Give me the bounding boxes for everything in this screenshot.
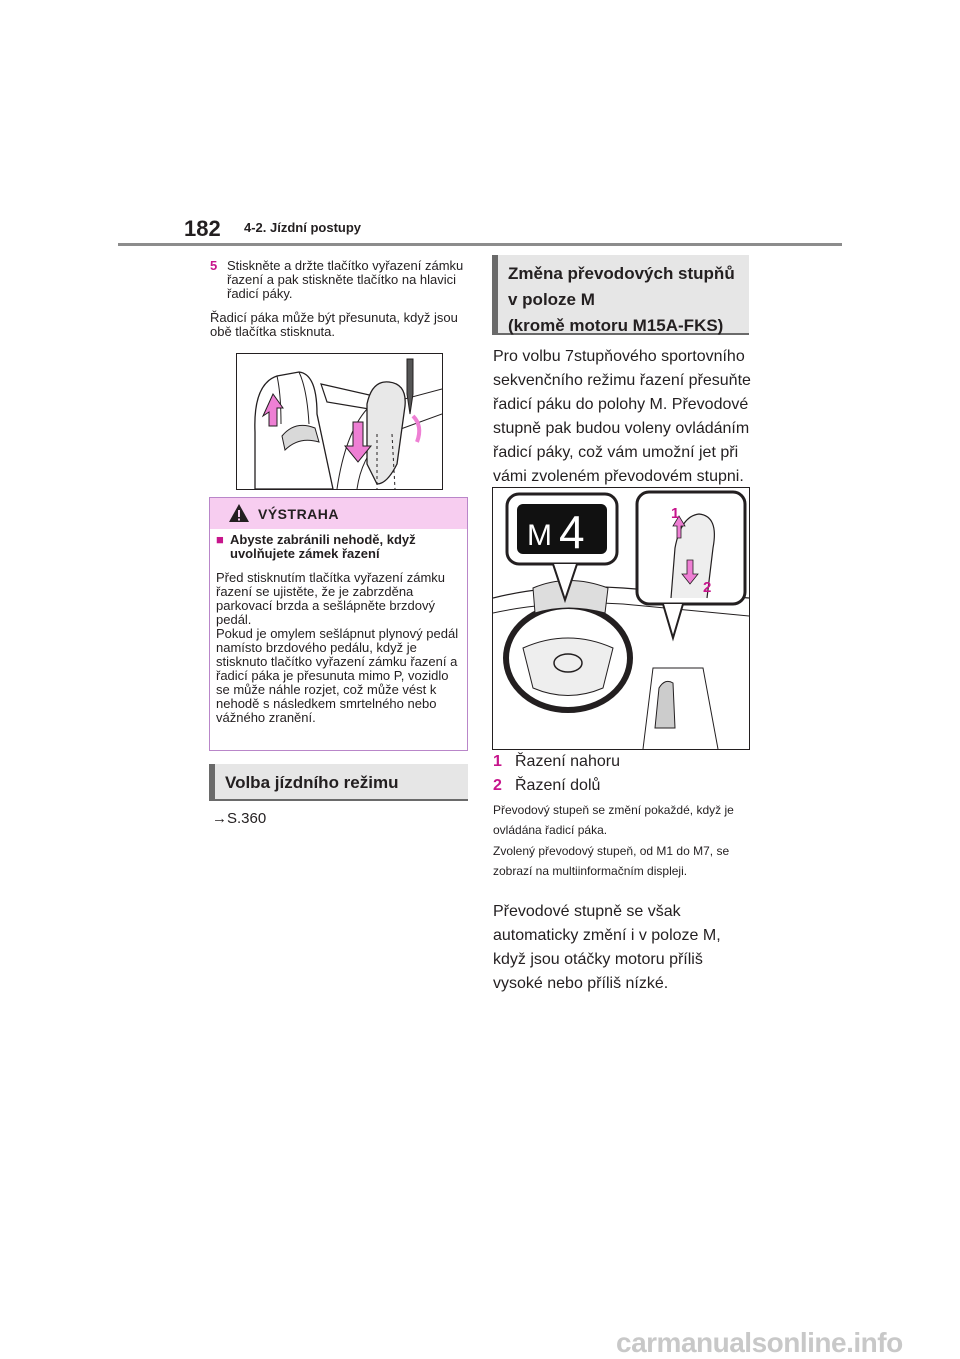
m-mode-illustration — [492, 487, 750, 750]
callout-1-label: 1 — [671, 505, 680, 522]
page-number: 182 — [184, 216, 221, 241]
warning-header — [210, 498, 467, 529]
warning-body-2: Pokud je omylem sešlápnut plynový pedál namísto brzdového pedálu, když je stisknuto tlačítko vyřazení zámku řazení a řadicí páka je přesunuta mimo P, vozidlo se může náhle rozjet, což může vést k nehodě s následkem smrtelného nebo vážného zranění. — [216, 626, 459, 725]
m-mode-drawing — [493, 488, 749, 749]
bullet-square-icon: ■ — [216, 532, 224, 547]
shift-note: Řadicí páka může být přesunuta, když jsou obě tlačítka stisknuta. — [210, 310, 458, 339]
item-number: 1 — [493, 753, 502, 770]
item-number: 2 — [493, 777, 502, 794]
display-gear-number: 4 — [559, 506, 585, 558]
step-text: Stiskněte a držte tlačítko vyřazení zámku řazení a pak stiskněte tlačítko na hlavici řadicí páky. — [227, 258, 464, 301]
heading-drive-mode: Volba jízdního režimu — [209, 764, 468, 801]
warning-body-1: Před stisknutím tlačítka vyřazení zámku řazení se ujistěte, že je zabrzděna parkovací brzda a sešlápněte brzdový pedál. — [216, 570, 446, 627]
small-note-2: Zvolený převodový stupeň, od M1 do M7, se zobrazí na multiinformačním displeji. — [493, 844, 730, 878]
header-rule — [118, 243, 842, 246]
page-reference-link[interactable]: →S.360 — [212, 810, 267, 827]
step-number: 5 — [210, 258, 218, 273]
item-label: Řazení dolů — [515, 777, 601, 794]
press-arrow-icon — [413, 416, 419, 442]
heading-gear-change-line1: Změna převodových stupňů — [508, 264, 735, 283]
warning-box — [209, 497, 468, 751]
callout-2-label: 2 — [703, 579, 712, 596]
shift-lever-drawing — [237, 354, 442, 489]
warning-icon — [228, 503, 250, 523]
list-item-upshift — [493, 753, 620, 771]
warning-title: VÝSTRAHA — [258, 506, 340, 522]
lever-body — [367, 382, 405, 484]
heading-gear-change-line3: (kromě motoru M15A-FKS) — [508, 316, 724, 335]
screwdriver-icon — [407, 359, 413, 414]
item-label: Řazení nahoru — [515, 753, 620, 770]
heading-gear-change-line2: v poloze M — [508, 290, 595, 309]
warning-body — [216, 571, 464, 725]
lever-pointer — [663, 604, 683, 638]
warning-subtitle: Abyste zabránili nehodě, když uvolňujete zámek řazení — [230, 532, 416, 561]
section-title: 4-2. Jízdní postupy — [244, 220, 362, 235]
center-console — [643, 668, 718, 749]
step-5 — [210, 259, 470, 301]
display-m-letter: M — [527, 519, 552, 552]
heading-gear-change — [492, 255, 749, 335]
footer-watermark: carmanualsonline.info — [616, 1327, 903, 1358]
warning-subtitle-block — [216, 533, 464, 561]
small-note-1: Převodový stupeň se změní pokaždé, když je ovládána řadicí páka. — [493, 803, 734, 837]
shift-lever-illustration — [236, 353, 443, 490]
steering-hub — [523, 638, 613, 696]
list-item-downshift — [493, 777, 600, 795]
auto-shift-paragraph: Převodové stupně se však automaticky změní i v poloze M, když jsou otáčky motoru příliš vysoké nebo příliš nízké. — [493, 903, 721, 992]
gear-lever — [655, 681, 675, 728]
gear-change-paragraph: Pro volbu 7stupňového sportovního sekvenčního režimu řazení přesuňte řadicí páku do polohy M. Převodové stupně pak budou voleny ovládáním řadicí páky, což vám umožní jet při vámi zvoleném převodovém stupni. — [493, 348, 751, 485]
